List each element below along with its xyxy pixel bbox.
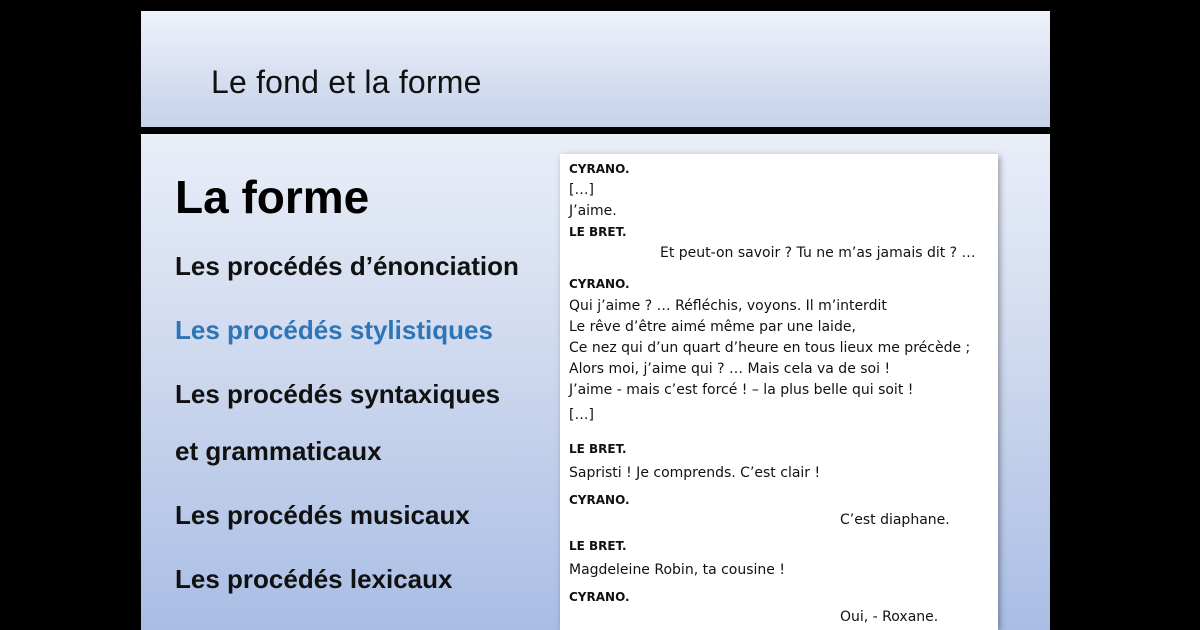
slide-content: [141, 134, 1050, 630]
list-item-enonciation: Les procédés d’énonciation: [175, 251, 519, 281]
verse-line: Magdeleine Robin, ta cousine !: [569, 562, 785, 578]
list-item-musicaux: Les procédés musicaux: [175, 500, 470, 530]
speaker-label: CYRANO.: [569, 493, 630, 507]
title-band: [141, 11, 1050, 127]
speaker-label: CYRANO.: [569, 277, 630, 291]
verse-line: […]: [569, 182, 594, 198]
verse-line: Le rêve d’être aimé même par une laide,: [569, 319, 856, 335]
speaker-label: CYRANO.: [569, 162, 630, 176]
verse-line: Et peut-on savoir ? Tu ne m’as jamais dit ? …: [660, 245, 976, 261]
section-heading: La forme: [175, 171, 370, 223]
verse-line: Sapristi ! Je comprends. C’est clair !: [569, 465, 821, 481]
speaker-label: CYRANO.: [569, 590, 630, 604]
title-divider: [141, 127, 1050, 134]
speaker-label: LE BRET.: [569, 225, 627, 239]
verse-line: Alors moi, j’aime qui ? … Mais cela va de soi !: [569, 361, 891, 377]
verse-line: J’aime.: [569, 203, 617, 219]
slide: [141, 11, 1050, 630]
verse-line: Qui j’aime ? … Réfléchis, voyons. Il m’interdit: [569, 298, 887, 314]
text-excerpt-box: [560, 154, 998, 630]
verse-line: Ce nez qui d’un quart d’heure en tous lieux me précède ;: [569, 340, 971, 356]
slide-title: Le fond et la forme: [211, 64, 482, 100]
verse-line: Oui, - Roxane.: [840, 609, 939, 625]
list-item-stylistiques: Les procédés stylistiques: [175, 315, 493, 345]
speaker-label: LE BRET.: [569, 442, 627, 456]
speaker-label: LE BRET.: [569, 539, 627, 553]
list-item-syntaxiques: Les procédés syntaxiques: [175, 379, 501, 409]
verse-line: […]: [569, 407, 594, 423]
verse-line: C’est diaphane.: [840, 512, 950, 528]
list-item-grammaticaux: et grammaticaux: [175, 436, 382, 466]
list-item-lexicaux: Les procédés lexicaux: [175, 564, 453, 594]
verse-line: J’aime - mais c’est forcé ! – la plus belle qui soit !: [569, 382, 914, 398]
